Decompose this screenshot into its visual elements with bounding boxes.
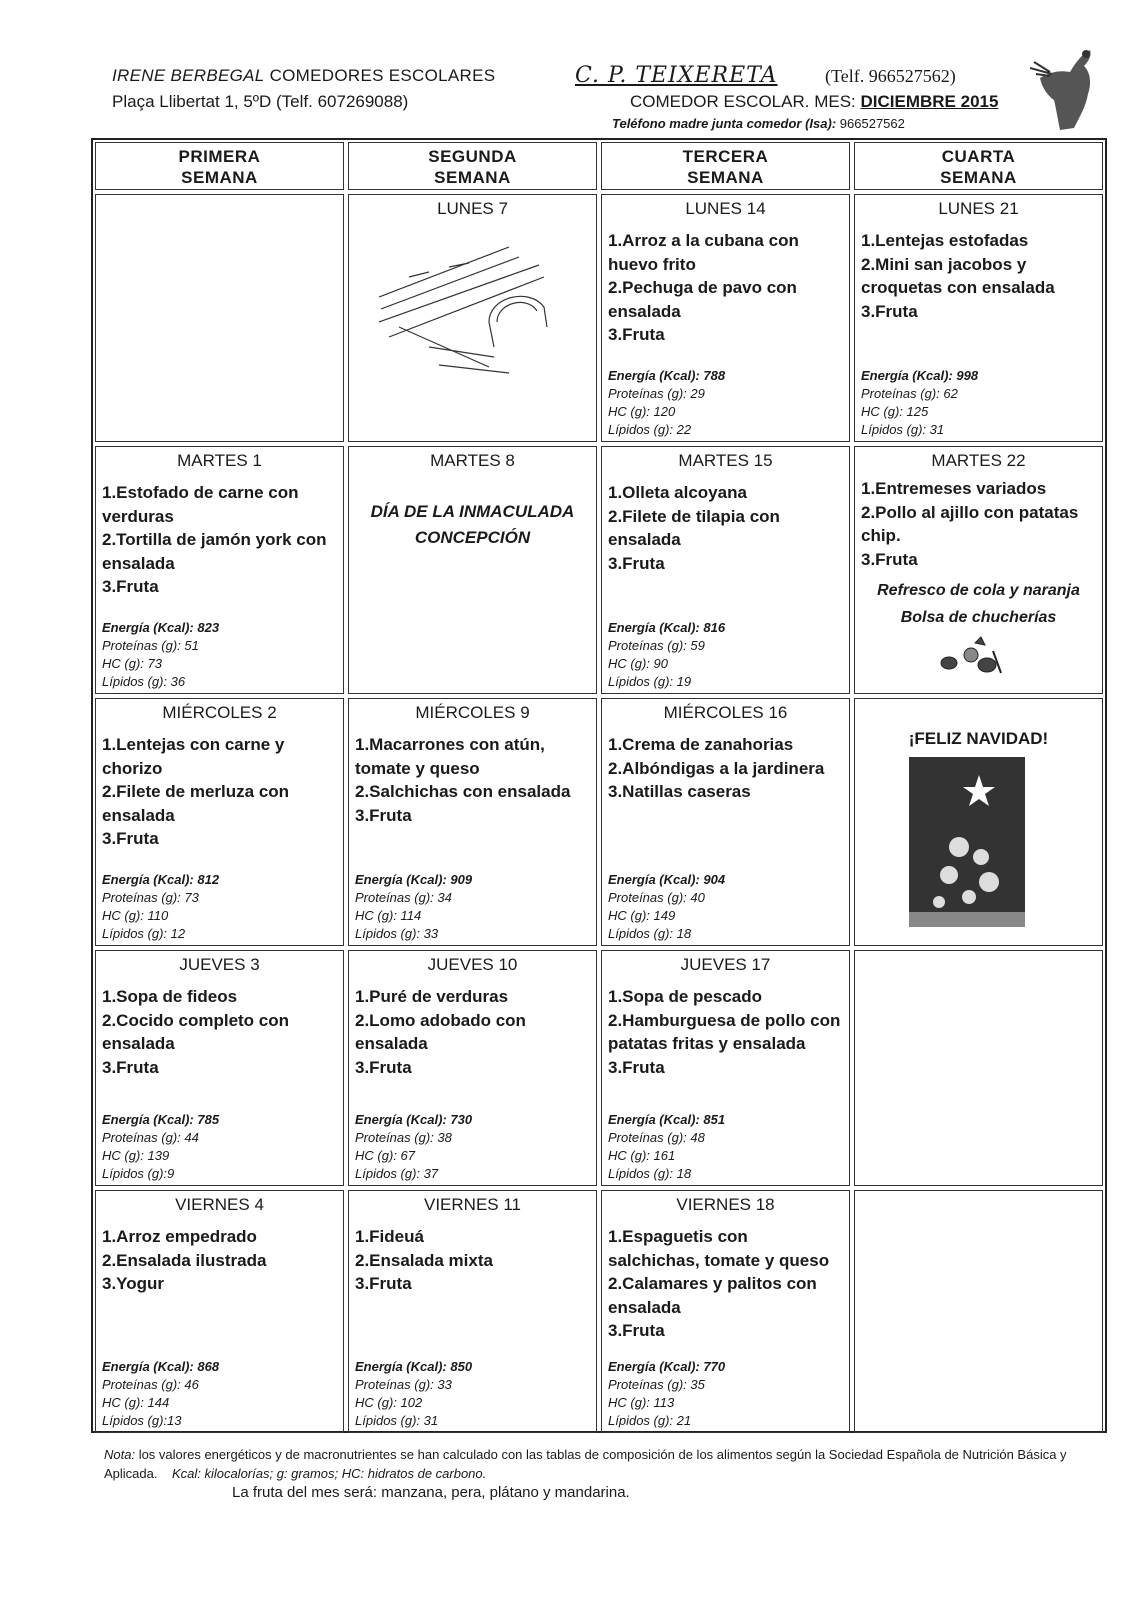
menu-item: 1.Sopa de pescado — [608, 987, 762, 1006]
day-cell-empty — [95, 194, 344, 442]
menu-item: 1.Olleta alcoyana — [608, 483, 747, 502]
menu-item: 3.Fruta — [102, 577, 159, 596]
menu-item: 3.Fruta — [861, 301, 918, 321]
hc-value: HC (g): 102 — [355, 1395, 423, 1410]
day-label: LUNES 7 — [437, 199, 508, 218]
menu-item: 1.Macarrones con atún, tomate y queso — [355, 735, 545, 778]
menu-item: 3.Fruta — [608, 1321, 665, 1340]
energy-value: Energía (Kcal): 868 — [102, 1359, 220, 1374]
day-label: MIÉRCOLES 16 — [663, 703, 788, 722]
menu-item: 1.Lentejas estofadas — [861, 231, 1029, 250]
nota-text: los valores energéticos y de macronutrientes se han calculado con las tablas de composición de los alimentos según la Sociedad Española de Nutrición Básica y Aplicada. — [104, 1447, 1067, 1481]
nutrition-info — [608, 1358, 725, 1430]
menu-item: 2.Hamburguesa de pollo con patatas fritas y ensalada — [608, 1010, 841, 1053]
christmas-tree-icon — [909, 757, 1025, 927]
bridge-drawing-icon — [369, 227, 559, 377]
menu-item: 2.Cocido completo con ensalada — [102, 1010, 290, 1053]
company-header — [112, 66, 495, 86]
day-cell-miercoles-2 — [95, 698, 344, 946]
extra-candy: Bolsa de chucherías — [900, 609, 1057, 626]
menu-item: 2.Tortilla de jamón york con ensalada — [102, 530, 327, 573]
week-header-4 — [854, 142, 1103, 190]
protein-value: Proteínas (g): 59 — [608, 638, 705, 653]
menu-item: 3.Fruta — [608, 553, 665, 573]
menu-item: 3.Fruta — [861, 549, 918, 569]
nutrition-info — [355, 1358, 472, 1430]
nutrition-info — [355, 1111, 472, 1183]
day-cell-viernes-18 — [601, 1190, 850, 1433]
menu-item: 1.Crema de zanahorias — [608, 735, 794, 754]
day-cell-jueves-17 — [601, 950, 850, 1186]
menu-item: 2.Salchichas con ensalada — [355, 782, 571, 801]
lipid-value: Lípidos (g): 12 — [102, 926, 186, 941]
day-label: LUNES 21 — [938, 199, 1019, 218]
energy-value: Energía (Kcal): 788 — [608, 368, 726, 383]
energy-value: Energía (Kcal): 816 — [608, 620, 726, 635]
holiday-label: DÍA DE LA INMACULADA CONCEPCIÓN — [370, 502, 575, 547]
company-suffix: COMEDORES ESCOLARES — [269, 66, 496, 85]
day-label: MARTES 15 — [678, 451, 773, 470]
menu-item: 3.Fruta — [102, 1057, 159, 1077]
day-label: VIERNES 4 — [175, 1195, 264, 1214]
hc-value: HC (g): 73 — [102, 656, 162, 671]
menu-item: 3.Fruta — [355, 805, 412, 825]
energy-value: Energía (Kcal): 904 — [608, 872, 726, 887]
day-label: JUEVES 10 — [427, 955, 518, 974]
day-cell-empty — [854, 1190, 1103, 1433]
day-label: MARTES 1 — [177, 451, 262, 470]
month-label: DICIEMBRE 2015 — [860, 92, 999, 111]
day-cell-empty — [854, 950, 1103, 1186]
hc-value: HC (g): 139 — [102, 1148, 170, 1163]
protein-value: Proteínas (g): 46 — [102, 1377, 199, 1392]
candy-icon — [935, 633, 1005, 681]
day-label: VIERNES 18 — [676, 1195, 775, 1214]
lipid-value: Lípidos (g): 37 — [355, 1166, 439, 1181]
week-label: PRIMERA SEMANA — [178, 147, 261, 187]
madre-label: Teléfono madre junta comedor (Isa): — [612, 116, 837, 131]
nutrition-info — [608, 367, 725, 439]
menu-item: 3.Fruta — [355, 1057, 412, 1077]
menu-item: 1.Estofado de carne con verduras — [102, 483, 299, 526]
menu-item: 2.Mini san jacobos y croquetas con ensalada — [861, 254, 1055, 297]
menu-item: 3.Natillas caseras — [608, 782, 751, 801]
day-label: VIERNES 11 — [423, 1195, 521, 1214]
footnote — [104, 1445, 1089, 1483]
energy-value: Energía (Kcal): 850 — [355, 1359, 473, 1374]
menu-item: 3.Fruta — [102, 829, 159, 848]
lipid-value: Lípidos (g):13 — [102, 1413, 182, 1428]
company-address: Plaça Llibertat 1, 5ºD (Telf. 607269088) — [112, 92, 409, 111]
hc-value: HC (g): 144 — [102, 1395, 170, 1410]
comedor-label: COMEDOR ESCOLAR. MES: — [630, 92, 856, 111]
comedor-month — [630, 92, 998, 112]
lipid-value: Lípidos (g): 18 — [608, 926, 692, 941]
energy-value: Energía (Kcal): 823 — [102, 620, 220, 635]
lipid-value: Lípidos (g): 21 — [608, 1413, 692, 1428]
day-cell-viernes-11 — [348, 1190, 597, 1433]
lipid-value: Lípidos (g): 18 — [608, 1166, 692, 1181]
protein-value: Proteínas (g): 33 — [355, 1377, 452, 1392]
menu-item: 2.Filete de tilapia con ensalada — [608, 506, 780, 549]
nutrition-info — [102, 871, 219, 943]
menu-list — [608, 733, 849, 804]
day-cell-martes-1 — [95, 446, 344, 694]
menu-item: 1.Puré de verduras — [355, 987, 509, 1006]
menu-item: 1.Sopa de fideos — [102, 987, 238, 1006]
day-cell-jueves-10 — [348, 950, 597, 1186]
lipid-value: Lípidos (g): 33 — [355, 926, 439, 941]
day-label: JUEVES 3 — [179, 955, 260, 974]
menu-item: 2.Pollo al ajillo con patatas chip. — [861, 502, 1079, 545]
hc-value: HC (g): 120 — [608, 404, 676, 419]
menu-item: 2.Filete de merluza con ensalada — [102, 782, 290, 825]
protein-value: Proteínas (g): 51 — [102, 638, 199, 653]
menu-item: 3.Fruta — [608, 1057, 665, 1077]
madre-phone: 966527562 — [839, 116, 905, 131]
hc-value: HC (g): 125 — [861, 404, 929, 419]
fruit-of-month: La fruta del mes será: manzana, pera, plátano y mandarina. — [232, 1484, 630, 1501]
menu-item: 2.Ensalada ilustrada — [102, 1250, 267, 1270]
nutrition-info — [102, 619, 219, 691]
lipid-value: Lípidos (g): 22 — [608, 422, 692, 437]
hc-value: HC (g): 90 — [608, 656, 668, 671]
menu-item: 2.Calamares y palitos con ensalada — [608, 1274, 817, 1317]
lipid-value: Lípidos (g): 19 — [608, 674, 692, 689]
energy-value: Energía (Kcal): 851 — [608, 1112, 726, 1127]
protein-value: Proteínas (g): 40 — [608, 890, 705, 905]
protein-value: Proteínas (g): 35 — [608, 1377, 705, 1392]
hc-value: HC (g): 67 — [355, 1148, 415, 1163]
school-name: C. P. TEIXERETA — [575, 63, 778, 88]
nutrition-info — [102, 1111, 219, 1183]
day-cell-martes-8 — [348, 446, 597, 694]
day-cell-martes-22 — [854, 446, 1103, 694]
menu-item: 1.Arroz empedrado — [102, 1227, 257, 1246]
week-label: CUARTA SEMANA — [940, 147, 1017, 187]
day-cell-jueves-3 — [95, 950, 344, 1186]
nutrition-info — [102, 1358, 219, 1430]
lipid-value: Lípidos (g):9 — [102, 1166, 175, 1181]
nota-label: Nota: — [104, 1447, 136, 1462]
menu-list — [355, 733, 596, 827]
menu-list — [355, 985, 596, 1079]
menu-list — [102, 733, 343, 851]
week-header-2 — [348, 142, 597, 190]
lipid-value: Lípidos (g): 31 — [861, 422, 945, 437]
nutrition-info — [608, 619, 725, 691]
day-label: MIÉRCOLES 2 — [162, 703, 277, 722]
day-cell-miercoles-9 — [348, 698, 597, 946]
menu-list — [608, 481, 849, 575]
protein-value: Proteínas (g): 73 — [102, 890, 199, 905]
day-cell-feliz-navidad — [854, 698, 1103, 946]
feliz-navidad-label: ¡FELIZ NAVIDAD! — [908, 729, 1049, 748]
menu-list — [102, 481, 343, 599]
week-header-3 — [601, 142, 850, 190]
menu-list — [608, 229, 849, 347]
nutrition-info — [608, 1111, 725, 1183]
menu-item: 3.Fruta — [608, 325, 665, 344]
menu-list — [608, 1225, 849, 1343]
menu-calendar — [91, 138, 1107, 1433]
lipid-value: Lípidos (g): 31 — [355, 1413, 439, 1428]
menu-list — [102, 1225, 343, 1296]
day-label: JUEVES 17 — [680, 955, 771, 974]
day-label: LUNES 14 — [685, 199, 766, 218]
menu-item: 3.Yogur — [102, 1274, 165, 1293]
menu-list — [608, 985, 849, 1079]
hc-value: HC (g): 114 — [355, 908, 422, 923]
menu-item: 1.Entremeses variados — [861, 479, 1047, 498]
protein-value: Proteínas (g): 29 — [608, 386, 705, 401]
extra-drink: Refresco de cola y naranja — [877, 582, 1080, 599]
menu-item: 3.Fruta — [355, 1274, 412, 1293]
week-label: TERCERA SEMANA — [682, 147, 769, 187]
menu-item: 1.Arroz a la cubana con huevo frito — [608, 231, 799, 274]
day-label: MARTES 22 — [931, 451, 1026, 470]
menu-item: 2.Lomo adobado con ensalada — [355, 1010, 526, 1053]
energy-value: Energía (Kcal): 730 — [355, 1112, 473, 1127]
day-cell-martes-15 — [601, 446, 850, 694]
hc-value: HC (g): 110 — [102, 908, 169, 923]
menu-list — [355, 1225, 596, 1296]
energy-value: Energía (Kcal): 812 — [102, 872, 220, 887]
school-phone: (Telf. 966527562) — [825, 66, 956, 86]
day-cell-lunes-14 — [601, 194, 850, 442]
menu-list — [861, 477, 1102, 571]
protein-value: Proteínas (g): 62 — [861, 386, 958, 401]
protein-value: Proteínas (g): 44 — [102, 1130, 199, 1145]
madre-phone-line — [612, 116, 905, 131]
day-label: MARTES 8 — [430, 451, 515, 470]
week-label: SEGUNDA SEMANA — [428, 147, 517, 187]
company-name: IRENE BERBEGAL — [112, 66, 265, 85]
day-cell-miercoles-16 — [601, 698, 850, 946]
school-logo-icon — [1030, 42, 1098, 134]
nutrition-info — [355, 871, 472, 943]
menu-list — [861, 229, 1102, 323]
lipid-value: Lípidos (g): 36 — [102, 674, 186, 689]
protein-value: Proteínas (g): 38 — [355, 1130, 452, 1145]
day-cell-lunes-7 — [348, 194, 597, 442]
menu-item: 1.Fideuá — [355, 1227, 424, 1246]
nutrition-info — [608, 871, 725, 943]
units-legend: Kcal: kilocalorías; g: gramos; HC: hidratos de carbono. — [171, 1466, 487, 1481]
menu-item: 1.Lentejas con carne y chorizo — [102, 735, 285, 778]
protein-value: Proteínas (g): 34 — [355, 890, 452, 905]
hc-value: HC (g): 161 — [608, 1148, 676, 1163]
protein-value: Proteínas (g): 48 — [608, 1130, 705, 1145]
energy-value: Energía (Kcal): 998 — [861, 368, 979, 383]
menu-item: 2.Albóndigas a la jardinera — [608, 758, 825, 778]
day-cell-lunes-21 — [854, 194, 1103, 442]
extras — [855, 577, 1102, 631]
energy-value: Energía (Kcal): 785 — [102, 1112, 220, 1127]
hc-value: HC (g): 113 — [608, 1395, 675, 1410]
hc-value: HC (g): 149 — [608, 908, 676, 923]
week-header-1 — [95, 142, 344, 190]
menu-item: 1.Espaguetis con salchichas, tomate y queso — [608, 1227, 830, 1270]
menu-item: 2.Pechuga de pavo con ensalada — [608, 278, 797, 321]
menu-list — [102, 985, 343, 1079]
day-label: MIÉRCOLES 9 — [415, 703, 530, 722]
energy-value: Energía (Kcal): 770 — [608, 1359, 726, 1374]
day-cell-viernes-4 — [95, 1190, 344, 1433]
nutrition-info — [861, 367, 978, 439]
menu-item: 2.Ensalada mixta — [355, 1250, 493, 1270]
energy-value: Energía (Kcal): 909 — [355, 872, 473, 887]
